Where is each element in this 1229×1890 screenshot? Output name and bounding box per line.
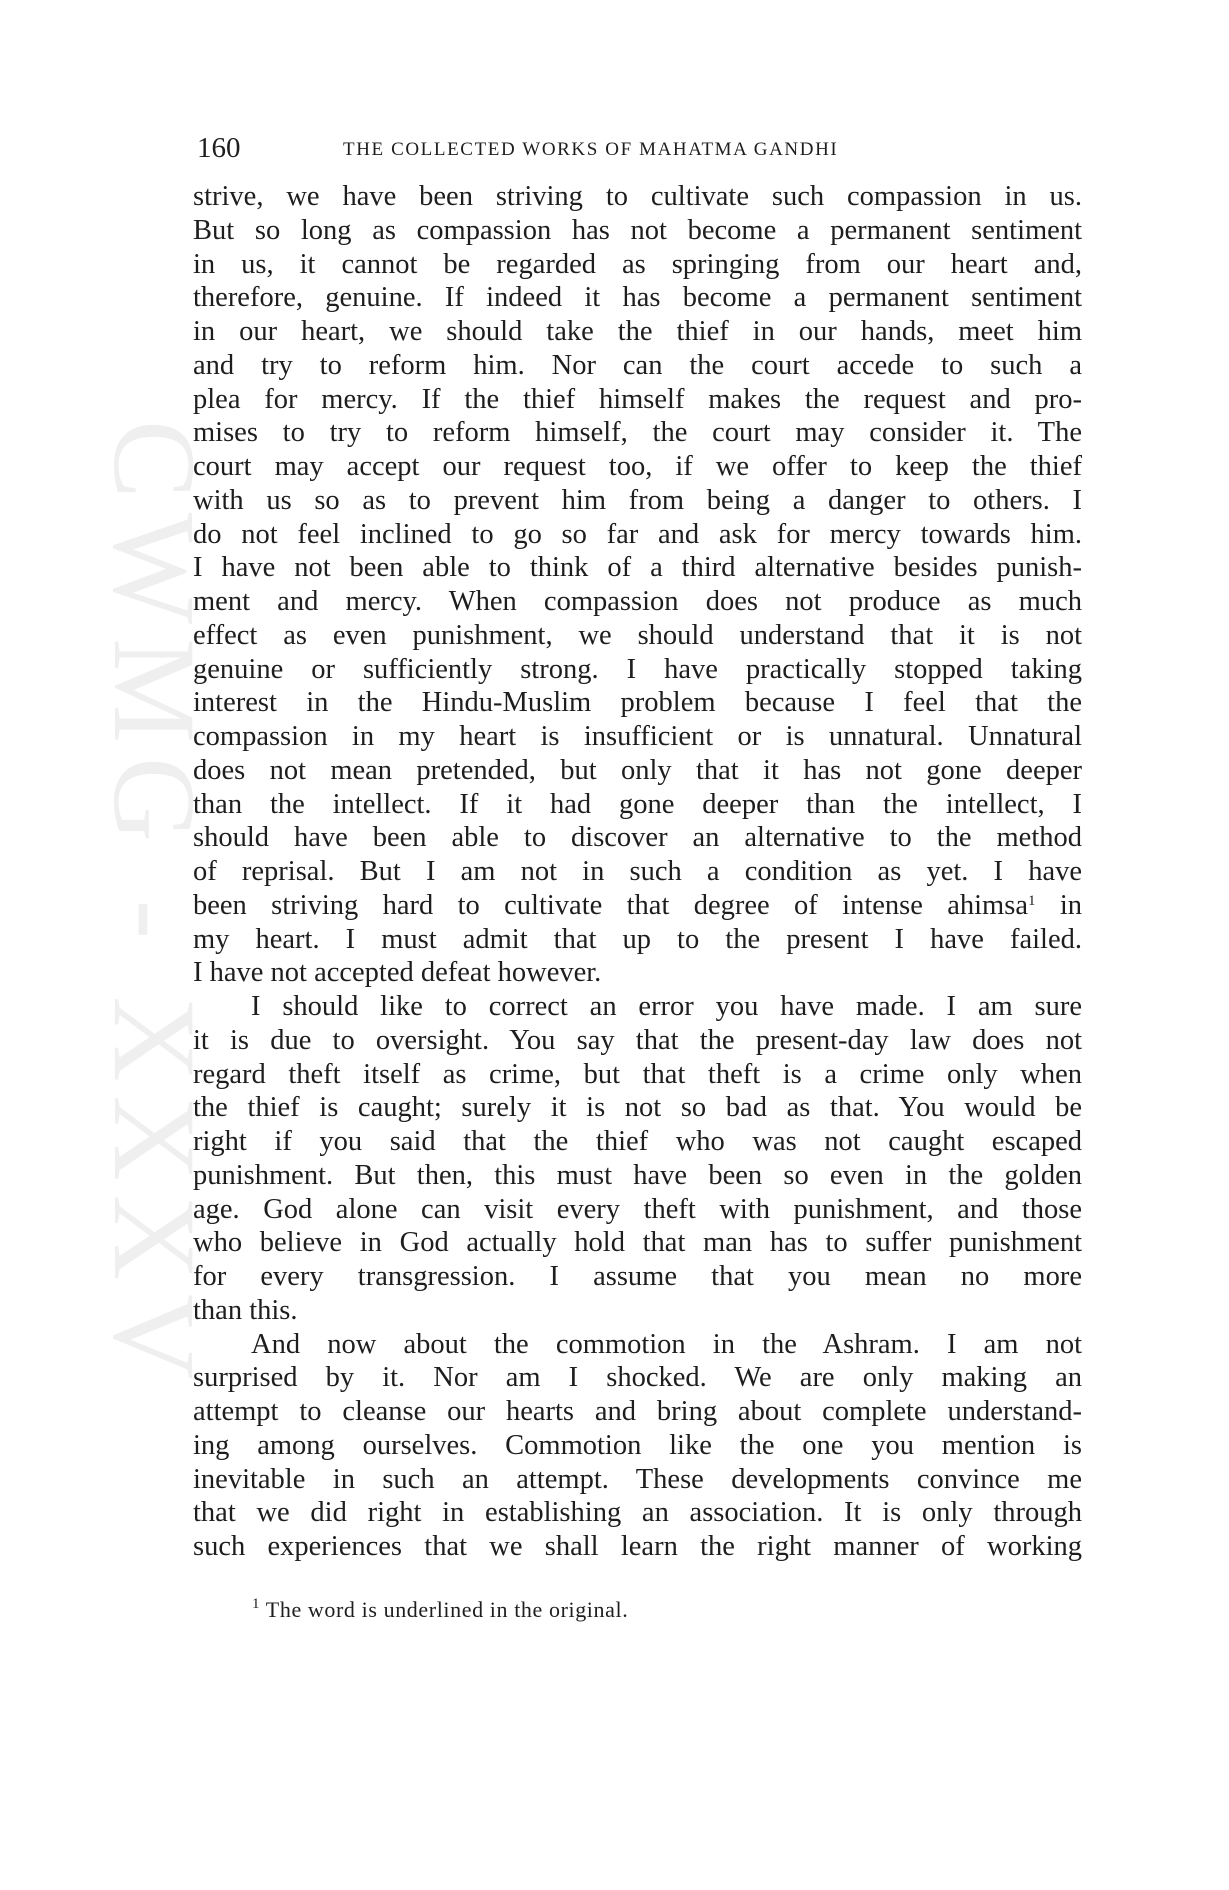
text-line: it is due to oversight. You say that the present-day law does not	[193, 1024, 1082, 1056]
text-line: in us, it cannot be regarded as springing from our heart and,	[193, 248, 1082, 280]
text-line: regard theft itself as crime, but that theft is a crime only when	[193, 1058, 1082, 1090]
text-segment: been striving hard to cultivate that degree of intense ahimsa	[193, 889, 1028, 921]
text-line: and try to reform him. Nor can the court accede to such a	[193, 349, 1082, 381]
footnote-reference: 1	[1027, 892, 1036, 909]
text-line: do not feel inclined to go so far and ask for mercy towards him.	[193, 518, 1082, 550]
text-line: does not mean pretended, but only that it has not gone deeper	[193, 754, 1082, 786]
running-title: THE COLLECTED WORKS OF MAHATMA GANDHI	[343, 139, 839, 160]
text-line: than this.	[193, 1294, 298, 1326]
text-line: the thief is caught; surely it is not so bad as that. You would be	[193, 1092, 1082, 1124]
footnote-marker: 1	[252, 1596, 261, 1612]
text-line: inevitable in such an attempt. These developments convince me	[193, 1463, 1082, 1495]
text-line: right if you said that the thief who was not caught escaped	[193, 1126, 1082, 1157]
text-line: of reprisal. But I am not in such a condition as yet. I have	[193, 856, 1082, 887]
text-line: my heart. I must admit that up to the present I have failed.	[193, 923, 1082, 955]
text-line: genuine or sufficiently strong. I have practically stopped taking	[193, 653, 1082, 685]
text-line: plea for mercy. If the thief himself makes the request and pro-	[193, 383, 1082, 415]
text-line: I have not been able to think of a third alternative besides punish-	[193, 552, 1082, 584]
text-line: ment and mercy. When compassion does not produce as much	[193, 586, 1082, 617]
text-line: I have not accepted defeat however.	[193, 957, 602, 989]
text-line: effect as even punishment, we should understand that it is not	[193, 619, 1082, 651]
text-line: who believe in God actually hold that man has to suffer punishment	[193, 1227, 1082, 1259]
text-line: strive, we have been striving to cultivate such compassion in us.	[193, 181, 1082, 212]
text-line: in our heart, we should take the thief in our hands, meet him	[193, 316, 1082, 347]
paragraph-start: I should like to correct an error you have made. I am sure	[251, 991, 1082, 1022]
text-line: age. God alone can visit every theft with punishment, and those	[193, 1193, 1082, 1225]
text-segment: in	[1035, 889, 1083, 921]
footnote-text: The word is underlined in the original.	[260, 1597, 629, 1622]
text-line: than the intellect. If it had gone deeper than the intellect, I	[193, 788, 1082, 820]
page-number: 160	[197, 132, 241, 164]
footnote	[252, 1594, 628, 1626]
watermark	[89, 420, 220, 1520]
text-line: surprised by it. Nor am I shocked. We are only making an	[193, 1362, 1082, 1394]
text-line: that we did right in establishing an association. It is only through	[193, 1497, 1082, 1529]
text-line: mises to try to reform himself, the court may consider it. The	[193, 417, 1082, 449]
watermark-text: CWMG - XXXV	[89, 420, 220, 1394]
text-line: for every transgression. I assume that you mean no more	[193, 1261, 1082, 1292]
text-line: such experiences that we shall learn the right manner of working	[193, 1531, 1082, 1562]
text-line: court may accept our request too, if we offer to keep the thief	[193, 451, 1082, 482]
paragraph-start: And now about the commotion in the Ashram. I am not	[251, 1328, 1082, 1360]
text-line: attempt to cleanse our hearts and bring about complete understand-	[193, 1396, 1082, 1427]
text-line: punishment. But then, this must have been so even in the golden	[193, 1159, 1082, 1191]
text-line-with-footnote	[193, 889, 1082, 923]
text-line: compassion in my heart is insufficient or is unnatural. Unnatural	[193, 721, 1082, 752]
text-line: But so long as compassion has not become a permanent sentiment	[193, 214, 1082, 246]
page-header	[197, 128, 1082, 168]
text-line: ing among ourselves. Commotion like the one you mention is	[193, 1429, 1082, 1461]
text-line: should have been able to discover an alternative to the method	[193, 822, 1082, 854]
text-line: with us so as to prevent him from being a danger to others. I	[193, 484, 1082, 516]
text-line: interest in the Hindu-Muslim problem because I feel that the	[193, 687, 1082, 719]
body-text	[193, 180, 1082, 1564]
text-line: therefore, genuine. If indeed it has become a permanent sentiment	[193, 282, 1082, 314]
